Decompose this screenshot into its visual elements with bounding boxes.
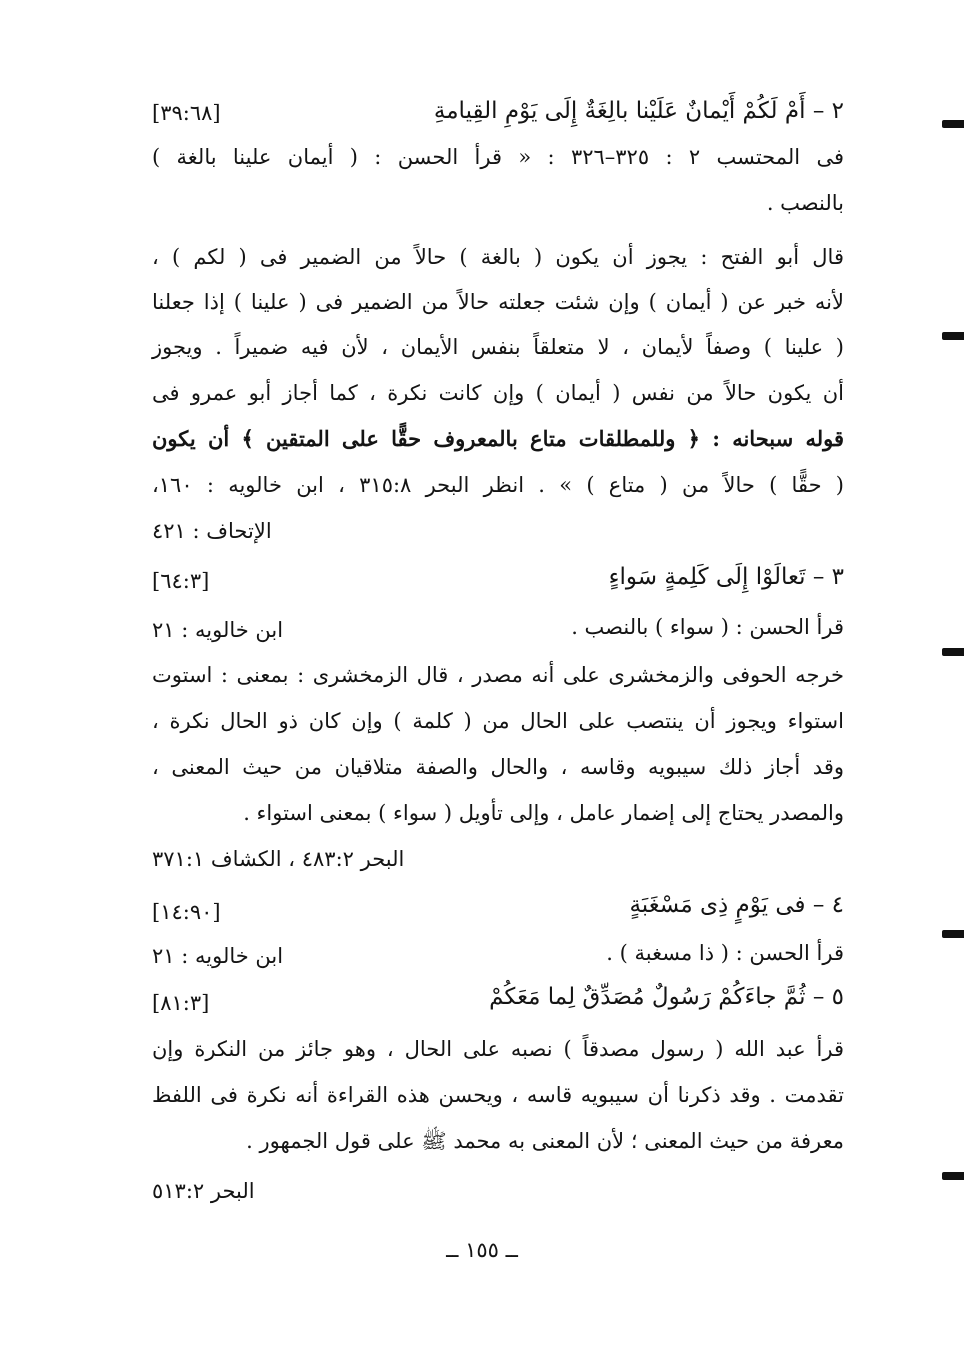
source-citation: البحر ٤٨٣:٢ ، الكشاف ٣٧١:١ — [152, 847, 405, 871]
paragraph-line: ( علينا ) وصفاً لأيمان ، لا متعلقاً بنفس الأيمان ، لأن فيه ضميراً . ويجوز — [152, 335, 844, 359]
paragraph-line: والمصدر يحتاج إلى إضمار عامل ، وإلى تأويل ( سواء ) بمعنى استواء . — [243, 801, 844, 825]
paragraph-line: فى المحتسب ٢ : ٣٢٥–٣٢٦ : « قرأ الحسن : ( أيمان علينا بالغة ) — [152, 145, 844, 169]
paragraph-line: خرجه الحوفى والزمخشرى على أنه مصدر ، قال الزمخشرى : بمعنى : استوت — [152, 663, 844, 687]
page-number: ــ ١٥٥ ــ — [446, 1238, 518, 1262]
paragraph-line: تقدمت . وقد ذكرنا أن سيبويه قاسه ، ويحسن هذه القراءة أنه نكرة فى اللفظ — [152, 1083, 844, 1107]
paragraph-line: معرفة من حيث المعنى ؛ لأن المعنى به محمد ﷺ على قول الجمهور . — [246, 1129, 844, 1153]
reading-line: قرأ الحسن : ( سواء ) بالنصب . — [571, 615, 844, 639]
source-citation: ابن خالويه : ٢١ — [152, 944, 284, 968]
paragraph-line: أن يكون حالاً من نفس ( أيمان ) وإن كانت نكرة ، كما أجاز أبو عمرو فى — [152, 381, 844, 405]
scan-edge-mark — [942, 930, 964, 938]
paragraph-line: قال أبو الفتح : يجوز أن يكون ( بالغة ) حالاً من الضمير فى ( لكم ) ، — [152, 245, 844, 269]
paragraph-line: بالنصب . — [766, 191, 844, 215]
verse-reference: [٨١:٣] — [152, 991, 210, 1015]
source-citation: ابن خالويه : ٢١ — [152, 618, 284, 642]
verse-reference: [١٤:٩٠] — [152, 900, 221, 924]
paragraph-line: قرأ عبد الله ( رسول مصدقاً ) نصبه على الحال ، وهو جائز من النكرة وإن — [152, 1037, 844, 1061]
scan-edge-mark — [942, 648, 964, 656]
scan-edge-mark — [942, 120, 964, 128]
scan-edge-mark — [942, 332, 964, 340]
entry-verse: ٣ – تَعالَوْا إِلَى كَلِمةٍ سَواءٍ — [608, 564, 844, 590]
verse-reference: [٣٩:٦٨] — [152, 101, 221, 125]
scan-edge-mark — [942, 1172, 964, 1180]
source-citation: الإتحاف : ٤٢١ — [152, 519, 272, 543]
paragraph-line: لأنه خبر عن ( أيمان ) وإن شئت جعلته حالاً من الضمير فى ( علينا ) إذا جعلنا — [152, 290, 844, 314]
paragraph-line: وقد أجاز ذلك سيبويه وقاسه ، والحال والصفة متلاقيان من حيث المعنى ، — [152, 755, 844, 779]
entry-verse: ٢ – أَمْ لَكُمْ أَيْمانٌ عَلَيْنا بالِغَةٌ إِلَى يَوْمِ القِيامةِ — [433, 98, 844, 124]
entry-verse: ٥ – ثُمَّ جاءَكُمْ رَسُولٌ مُصَدِّقٌ لِما مَعَكُمْ — [489, 984, 844, 1010]
reading-line: قرأ الحسن : ( ذا مسغبة ) . — [606, 941, 844, 965]
paragraph-line: استواء ويجوز أن ينتصب على الحال من ( كلمة ) وإن كان ذو الحال نكرة ، — [152, 709, 844, 733]
verse-reference: [٦٤:٣] — [152, 569, 210, 593]
source-citation: البحر ٥١٣:٢ — [152, 1179, 255, 1203]
paragraph-line: ( حقًّا ) حالاً من ( متاع ) » . انظر البحر ٣١٥:٨ ، ابن خالويه : ١٦٠، — [152, 473, 844, 497]
entry-verse: ٤ – فى يَوْمٍ ذِى مَسْغَبَةٍ — [629, 892, 844, 918]
paragraph-line: قوله سبحانه : ﴿ وللمطلقات متاع بالمعروف حقًّا على المتقين ﴾ أن يكون — [152, 426, 844, 451]
